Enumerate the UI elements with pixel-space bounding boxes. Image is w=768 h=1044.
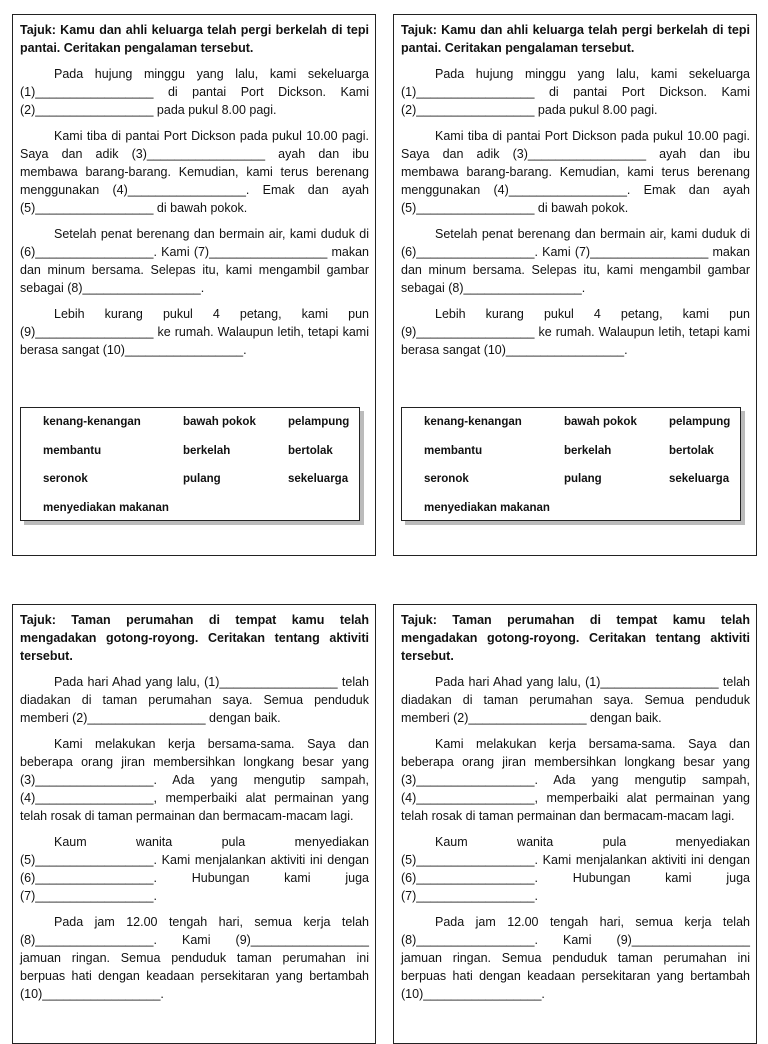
worksheet-title: Tajuk: Kamu dan ahli keluarga telah pergi berkelah di tepi pantai. Ceritakan pengalaman tersebut. — [20, 23, 369, 55]
paragraph-3: Setelah penat berenang dan bermain air, kami duduk di (6)_________________. Kami (7)_________________ makan dan minum bersama. Selepas itu, kami mengambil gambar sebagai (8)_________________. — [401, 227, 750, 295]
word-bank-item: berkelah — [564, 444, 612, 457]
word-bank-row — [410, 414, 736, 443]
word-bank-item: membantu — [43, 444, 102, 457]
word-bank-row — [410, 500, 736, 529]
paragraph-4: Lebih kurang pukul 4 petang, kami pun (9)_________________ ke rumah. Walaupun letih, tetapi kami berasa sangat (10)_________________. — [401, 307, 750, 357]
paragraph-2: Kami tiba di pantai Port Dickson pada pukul 10.00 pagi. Saya dan adik (3)_________________ ayah dan ibu membawa barang-barang. Kemudian, kami terus berenang menggunakan (4)_________________. Emak dan ayah (5)_________________ di bawah pokok. — [20, 129, 369, 215]
worksheet-card-berkelah-right — [393, 14, 757, 556]
word-bank-item: bertolak — [288, 444, 333, 457]
paragraph-3: Kaum wanita pula menyediakan (5)_________________. Kami menjalankan aktiviti ini dengan (6)_________________. Hubungan kami juga (7)_________________. — [20, 835, 369, 903]
worksheet-text — [401, 611, 750, 1011]
paragraph-1: Pada hari Ahad yang lalu, (1)_________________ telah diadakan di taman perumahan saya. Semua penduduk memberi (2)_________________ dengan baik. — [20, 675, 369, 725]
word-bank-item: sekeluarga — [669, 473, 730, 485]
worksheet-text — [20, 21, 369, 367]
word-bank-item: bawah pokok — [183, 416, 256, 428]
paragraph-1: Pada hujung minggu yang lalu, kami sekeluarga (1)_________________ di pantai Port Dickson. Kami (2)_________________ pada pukul 8.00 pagi. — [20, 67, 369, 117]
worksheet-text — [401, 21, 750, 367]
word-bank-item: membantu — [424, 444, 483, 457]
word-bank-item: pelampung — [288, 416, 350, 428]
worksheet-card-gotong-royong-left — [12, 604, 376, 1044]
word-bank-row — [410, 471, 736, 500]
worksheet-title: Tajuk: Kamu dan ahli keluarga telah pergi berkelah di tepi pantai. Ceritakan pengalaman tersebut. — [401, 23, 750, 55]
word-bank-item: bertolak — [669, 444, 714, 457]
paragraph-4: Pada jam 12.00 tengah hari, semua kerja telah (8)_________________. Kami (9)_________________ jamuan ringan. Semua penduduk taman perumahan ini berpuas hati dengan keadaan persekitaran yang bertambah (10)_________________. — [401, 915, 750, 1001]
paragraph-4: Pada jam 12.00 tengah hari, semua kerja telah (8)_________________. Kami (9)_________________ jamuan ringan. Semua penduduk taman perumahan ini berpuas hati dengan keadaan persekitaran yang bertambah (10)_________________. — [20, 915, 369, 1001]
word-bank-item: kenang-kenangan — [43, 416, 141, 428]
word-bank-item: kenang-kenangan — [424, 416, 522, 428]
worksheet-card-gotong-royong-right — [393, 604, 757, 1044]
paragraph-1: Pada hujung minggu yang lalu, kami sekeluarga (1)_________________ di pantai Port Dickson. Kami (2)_________________ pada pukul 8.00 pagi. — [401, 67, 750, 117]
word-bank-item: sekeluarga — [288, 473, 349, 485]
word-bank-row — [410, 443, 736, 472]
word-bank-row — [29, 443, 355, 472]
paragraph-3: Setelah penat berenang dan bermain air, kami duduk di (6)_________________. Kami (7)_________________ makan dan minum bersama. Selepas itu, kami mengambil gambar sebagai (8)_________________. — [20, 227, 369, 295]
worksheet-card-berkelah-left — [12, 14, 376, 556]
word-bank-row — [29, 500, 355, 529]
word-bank-item: pulang — [564, 473, 602, 485]
word-bank-item: menyediakan makanan — [43, 501, 169, 514]
word-bank-item: pelampung — [669, 416, 731, 428]
paragraph-2: Kami melakukan kerja bersama-sama. Saya dan beberapa orang jiran membersihkan longkang besar yang (3)_________________. Ada yang mengutip sampah, (4)_________________, memperbaiki alat permainan yang telah rosak di taman permainan dan bermacam-macam lagi. — [401, 737, 750, 823]
word-bank-item: seronok — [43, 473, 88, 485]
word-bank-item: bawah pokok — [564, 416, 637, 428]
worksheet-title: Tajuk: Taman perumahan di tempat kamu telah mengadakan gotong-royong. Ceritakan tentang aktiviti tersebut. — [20, 613, 369, 663]
paragraph-1: Pada hari Ahad yang lalu, (1)_________________ telah diadakan di taman perumahan saya. Semua penduduk memberi (2)_________________ dengan baik. — [401, 675, 750, 725]
word-bank-item: seronok — [424, 473, 469, 485]
paragraph-3: Kaum wanita pula menyediakan (5)_________________. Kami menjalankan aktiviti ini dengan (6)_________________. Hubungan kami juga (7)_________________. — [401, 835, 750, 903]
word-bank-item: berkelah — [183, 444, 231, 457]
word-bank-item: menyediakan makanan — [424, 501, 550, 514]
paragraph-4: Lebih kurang pukul 4 petang, kami pun (9)_________________ ke rumah. Walaupun letih, tetapi kami berasa sangat (10)_________________. — [20, 307, 369, 357]
word-bank-box — [20, 407, 360, 521]
paragraph-2: Kami tiba di pantai Port Dickson pada pukul 10.00 pagi. Saya dan adik (3)_________________ ayah dan ibu membawa barang-barang. Kemudian, kami terus berenang menggunakan (4)_________________. Emak dan ayah (5)_________________ di bawah pokok. — [401, 129, 750, 215]
word-bank-item: pulang — [183, 473, 221, 485]
worksheet-text — [20, 611, 369, 1011]
word-bank-row — [29, 471, 355, 500]
word-bank-box — [401, 407, 741, 521]
paragraph-2: Kami melakukan kerja bersama-sama. Saya dan beberapa orang jiran membersihkan longkang besar yang (3)_________________. Ada yang mengutip sampah, (4)_________________, memperbaiki alat permainan yang telah rosak di taman permainan dan bermacam-macam lagi. — [20, 737, 369, 823]
word-bank-row — [29, 414, 355, 443]
worksheet-title: Tajuk: Taman perumahan di tempat kamu telah mengadakan gotong-royong. Ceritakan tentang aktiviti tersebut. — [401, 613, 750, 663]
